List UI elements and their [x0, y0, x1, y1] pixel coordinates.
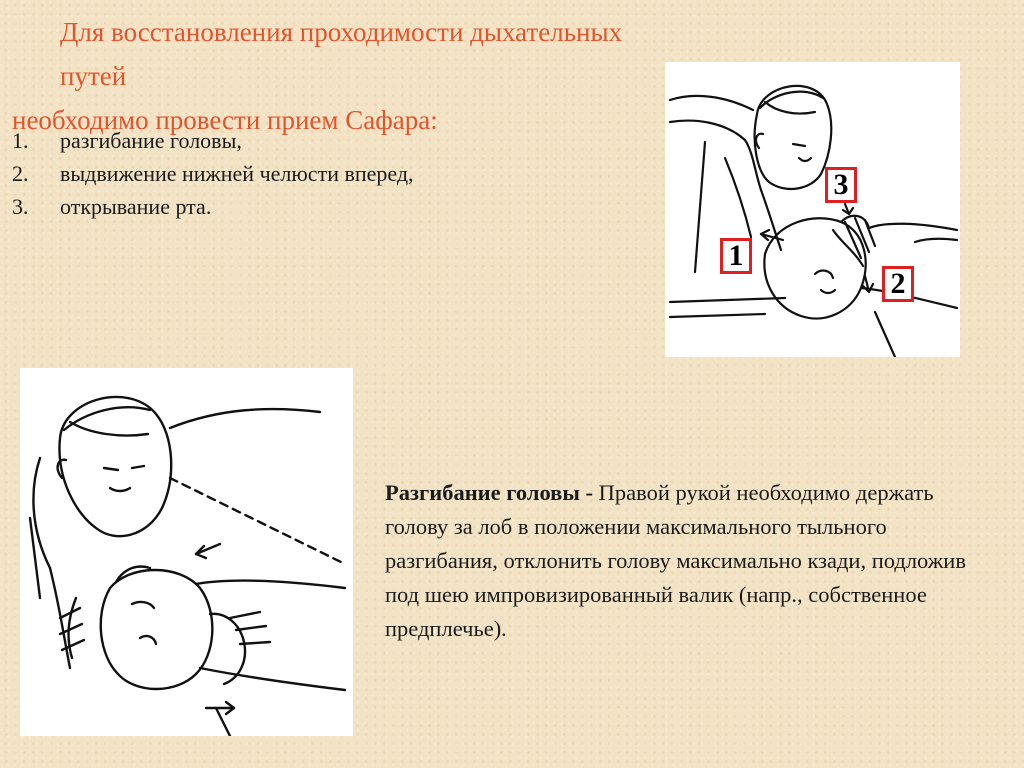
marker-2: 2 [882, 266, 914, 302]
rescuer-drawing [665, 62, 960, 357]
description-term: Разгибание головы - [385, 480, 594, 505]
step-text: открывание рта. [60, 194, 212, 219]
list-item [12, 124, 414, 157]
step-text: разгибание головы, [60, 128, 242, 153]
safar-maneuver-illustration [665, 62, 960, 357]
title-line-2: необходимо провести прием Сафара: [12, 105, 438, 135]
step-number: 2. [12, 161, 29, 186]
marker-1: 1 [720, 238, 752, 274]
list-item [12, 157, 414, 190]
description-text: Правой рукой необходимо держать голову за лоб в положении максимального тыльного разгибания, отклонить голову максимально кзади, подложив под шею импровизированный валик (напр., собственное предплечье). [385, 480, 966, 641]
head-tilt-illustration [20, 368, 353, 736]
marker-3: 3 [825, 167, 857, 203]
head-tilt-description [385, 476, 995, 646]
head-tilt-drawing [20, 368, 353, 736]
list-item [12, 190, 414, 223]
steps-list [12, 124, 414, 223]
title-line-1: Для восстановления проходимости дыхательных путей [60, 17, 623, 91]
step-number: 1. [12, 128, 29, 153]
step-number: 3. [12, 194, 29, 219]
slide-title [12, 10, 672, 142]
step-text: выдвижение нижней челюсти вперед, [60, 161, 414, 186]
